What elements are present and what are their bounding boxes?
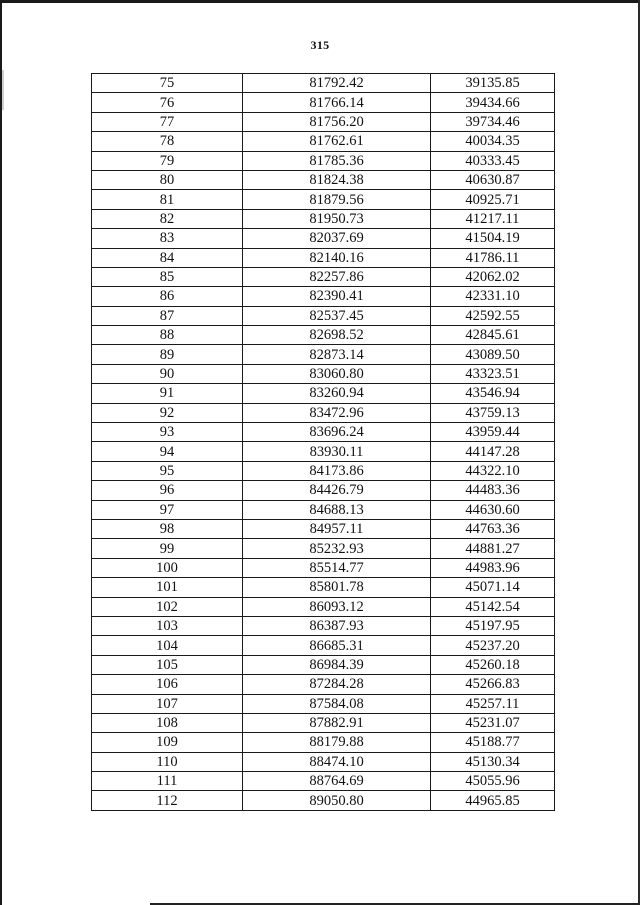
row-index-cell: 105 [92,655,243,674]
value-a-cell: 86984.39 [243,655,431,674]
row-index-cell: 100 [92,558,243,577]
row-index-cell: 101 [92,578,243,597]
row-index-cell: 87 [92,306,243,325]
row-index-cell: 92 [92,403,243,422]
value-b-cell: 45071.14 [431,578,555,597]
value-a-cell: 82390.41 [243,287,431,306]
value-a-cell: 81785.36 [243,151,431,170]
value-b-cell: 45257.11 [431,694,555,713]
value-b-cell: 42845.61 [431,326,555,345]
value-b-cell: 39734.46 [431,112,555,131]
table-row [92,384,555,403]
row-index-cell: 95 [92,461,243,480]
value-b-cell: 45188.77 [431,733,555,752]
value-a-cell: 81879.56 [243,190,431,209]
value-b-cell: 39434.66 [431,93,555,112]
value-b-cell: 43959.44 [431,423,555,442]
value-b-cell: 45231.07 [431,713,555,732]
row-index-cell: 99 [92,539,243,558]
row-index-cell: 94 [92,442,243,461]
value-b-cell: 45142.54 [431,597,555,616]
table-row [92,442,555,461]
table-row [92,461,555,480]
row-index-cell: 89 [92,345,243,364]
value-a-cell: 82037.69 [243,229,431,248]
value-b-cell: 44983.96 [431,558,555,577]
scan-edge-left [0,0,2,905]
value-a-cell: 87882.91 [243,713,431,732]
value-b-cell: 40034.35 [431,132,555,151]
value-a-cell: 82537.45 [243,306,431,325]
scan-mark [2,70,4,110]
table-row [92,229,555,248]
table-row [92,248,555,267]
table-row [92,209,555,228]
page-number: 315 [310,38,330,52]
table-row [92,267,555,286]
value-a-cell: 87584.08 [243,694,431,713]
table-row [92,578,555,597]
value-a-cell: 81950.73 [243,209,431,228]
row-index-cell: 86 [92,287,243,306]
table-row [92,481,555,500]
row-index-cell: 88 [92,326,243,345]
value-a-cell: 88764.69 [243,772,431,791]
value-b-cell: 44630.60 [431,500,555,519]
value-a-cell: 88474.10 [243,752,431,771]
row-index-cell: 110 [92,752,243,771]
row-index-cell: 77 [92,112,243,131]
value-b-cell: 43323.51 [431,364,555,383]
table-row [92,636,555,655]
value-a-cell: 81762.61 [243,132,431,151]
table-row [92,791,555,810]
row-index-cell: 84 [92,248,243,267]
table-row [92,403,555,422]
row-index-cell: 76 [92,93,243,112]
row-index-cell: 104 [92,636,243,655]
row-index-cell: 111 [92,772,243,791]
row-index-cell: 83 [92,229,243,248]
value-a-cell: 85514.77 [243,558,431,577]
value-a-cell: 81766.14 [243,93,431,112]
table-row [92,500,555,519]
row-index-cell: 108 [92,713,243,732]
value-b-cell: 45237.20 [431,636,555,655]
value-a-cell: 86685.31 [243,636,431,655]
table-row [92,733,555,752]
row-index-cell: 80 [92,170,243,189]
table-row [92,364,555,383]
table-row [92,597,555,616]
value-b-cell: 44483.36 [431,481,555,500]
table-row [92,132,555,151]
value-a-cell: 83060.80 [243,364,431,383]
table-row [92,345,555,364]
row-index-cell: 82 [92,209,243,228]
value-a-cell: 81824.38 [243,170,431,189]
table-row [92,752,555,771]
row-index-cell: 78 [92,132,243,151]
value-a-cell: 86387.93 [243,616,431,635]
value-b-cell: 40630.87 [431,170,555,189]
value-a-cell: 85801.78 [243,578,431,597]
value-b-cell: 45197.95 [431,616,555,635]
value-a-cell: 81756.20 [243,112,431,131]
value-a-cell: 83472.96 [243,403,431,422]
table-row [92,112,555,131]
value-b-cell: 45266.83 [431,675,555,694]
value-b-cell: 45055.96 [431,772,555,791]
value-a-cell: 81792.42 [243,74,431,93]
value-b-cell: 40333.45 [431,151,555,170]
table-row [92,423,555,442]
value-b-cell: 44965.85 [431,791,555,810]
row-index-cell: 85 [92,267,243,286]
value-a-cell: 83696.24 [243,423,431,442]
table-row [92,616,555,635]
value-b-cell: 45260.18 [431,655,555,674]
table-row [92,655,555,674]
row-index-cell: 96 [92,481,243,500]
row-index-cell: 98 [92,519,243,538]
row-index-cell: 97 [92,500,243,519]
value-b-cell: 39135.85 [431,74,555,93]
row-index-cell: 112 [92,791,243,810]
value-a-cell: 83930.11 [243,442,431,461]
table-row [92,558,555,577]
value-a-cell: 87284.28 [243,675,431,694]
value-b-cell: 43089.50 [431,345,555,364]
data-table [91,73,555,811]
value-b-cell: 44881.27 [431,539,555,558]
row-index-cell: 107 [92,694,243,713]
row-index-cell: 75 [92,74,243,93]
row-index-cell: 102 [92,597,243,616]
table-row [92,519,555,538]
value-b-cell: 44147.28 [431,442,555,461]
table-row [92,713,555,732]
value-b-cell: 45130.34 [431,752,555,771]
value-a-cell: 89050.80 [243,791,431,810]
value-a-cell: 82698.52 [243,326,431,345]
value-a-cell: 82873.14 [243,345,431,364]
table-row [92,675,555,694]
row-index-cell: 81 [92,190,243,209]
value-a-cell: 83260.94 [243,384,431,403]
value-b-cell: 43546.94 [431,384,555,403]
value-b-cell: 40925.71 [431,190,555,209]
value-b-cell: 43759.13 [431,403,555,422]
table-row [92,74,555,93]
value-b-cell: 42062.02 [431,267,555,286]
row-index-cell: 103 [92,616,243,635]
table-row [92,170,555,189]
value-b-cell: 42331.10 [431,287,555,306]
value-a-cell: 82140.16 [243,248,431,267]
value-a-cell: 86093.12 [243,597,431,616]
value-b-cell: 41504.19 [431,229,555,248]
table-row [92,539,555,558]
value-b-cell: 41786.11 [431,248,555,267]
value-a-cell: 84688.13 [243,500,431,519]
value-a-cell: 82257.86 [243,267,431,286]
row-index-cell: 79 [92,151,243,170]
value-a-cell: 84957.11 [243,519,431,538]
value-b-cell: 42592.55 [431,306,555,325]
row-index-cell: 91 [92,384,243,403]
row-index-cell: 93 [92,423,243,442]
table-row [92,694,555,713]
value-b-cell: 41217.11 [431,209,555,228]
value-a-cell: 85232.93 [243,539,431,558]
table-row [92,287,555,306]
table-row [92,326,555,345]
value-a-cell: 84426.79 [243,481,431,500]
row-index-cell: 90 [92,364,243,383]
row-index-cell: 109 [92,733,243,752]
scan-edge-top [0,0,640,3]
table-row [92,772,555,791]
table-row [92,93,555,112]
value-b-cell: 44322.10 [431,461,555,480]
table-row [92,190,555,209]
value-a-cell: 88179.88 [243,733,431,752]
table-row [92,151,555,170]
table-row [92,306,555,325]
table-body [92,74,555,811]
row-index-cell: 106 [92,675,243,694]
value-a-cell: 84173.86 [243,461,431,480]
value-b-cell: 44763.36 [431,519,555,538]
